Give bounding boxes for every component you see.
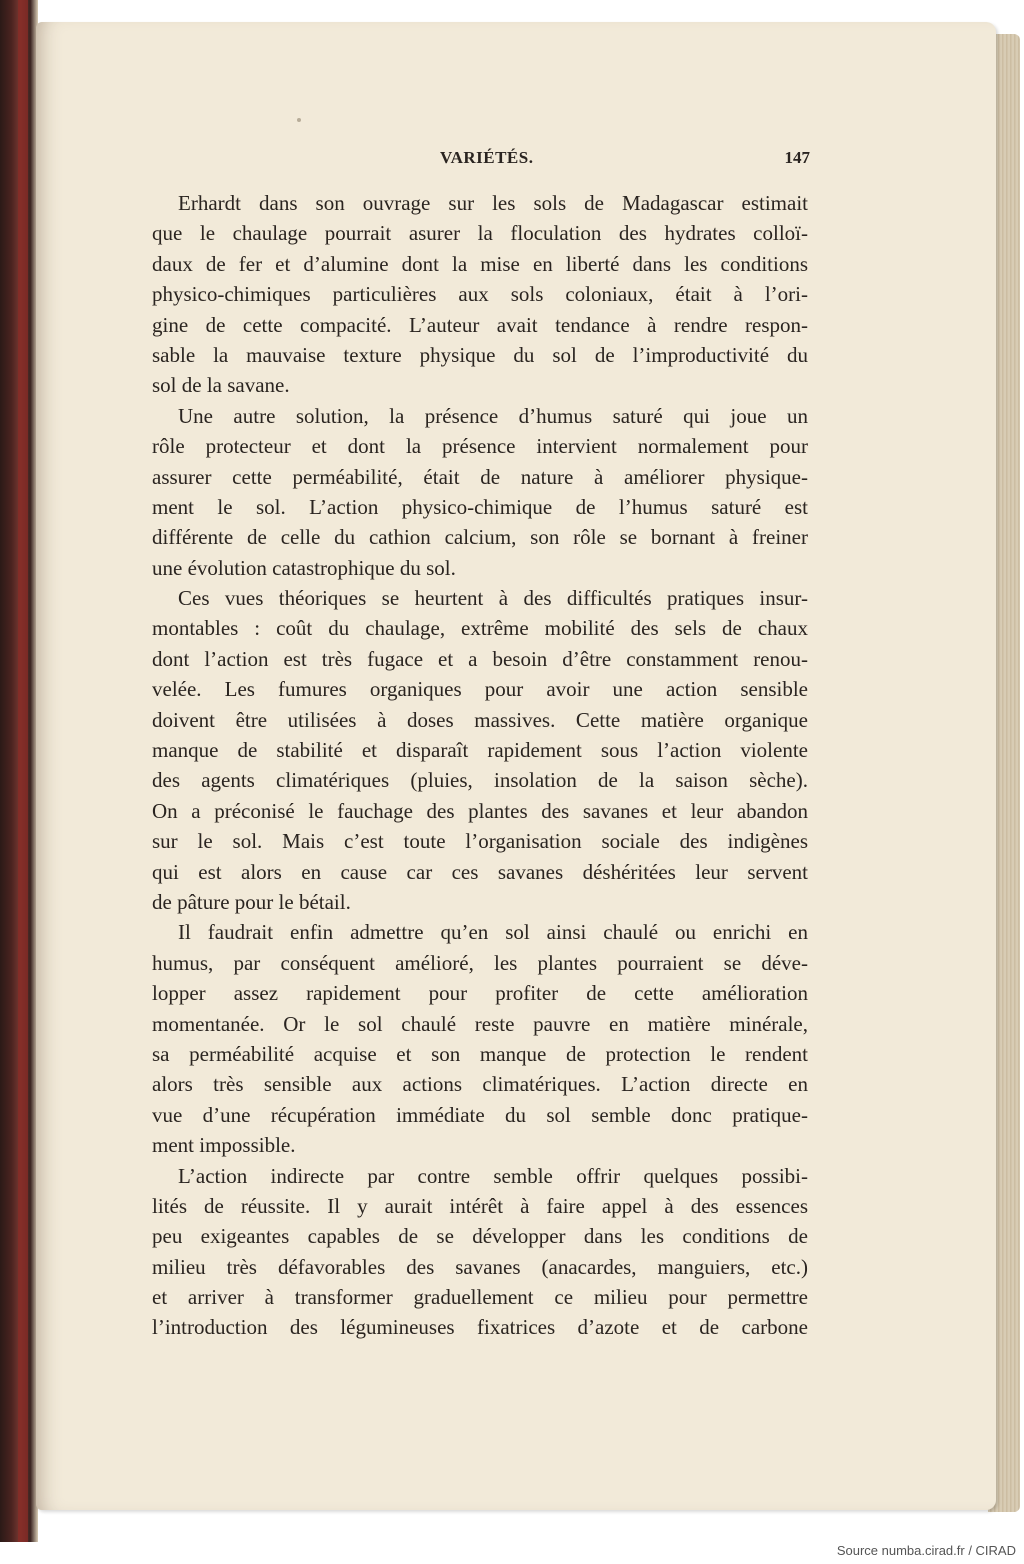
text-line: manque de stabilité et disparaît rapidement sous l’action violente [152,738,808,763]
text-line: rôle protecteur et dont la présence intervient normalement pour [152,434,808,459]
text-line: des agents climatériques (pluies, insolation de la saison sèche). [152,768,808,793]
text-line: momentanée. Or le sol chaulé reste pauvre en matière minérale, [152,1011,808,1036]
text-line: sable la mauvaise texture physique du sol de l’improductivité du [152,342,808,367]
page-number: 147 [784,148,810,167]
text-line: doivent être utilisées à doses massives. Cette matière organique [152,707,808,732]
text-line: Erhardt dans son ouvrage sur les sols de Madagascar estimait [178,191,808,215]
text-line: assurer cette perméabilité, était de nature à améliorer physique- [152,464,808,489]
text-line: sur le sol. Mais c’est toute l’organisation sociale des indigènes [152,829,808,854]
text-line: Une autre solution, la présence d’humus saturé qui joue un [178,403,808,428]
source-credit: Source numba.cirad.fr / CIRAD [836,1543,1016,1558]
text-line: dont l’action est très fugace et a besoin d’être constamment renou- [152,646,808,671]
text-line: alors très sensible aux actions climatériques. L’action directe en [152,1072,808,1097]
text-line: peu exigeantes capables de se développer dans les conditions de [152,1224,808,1249]
text-line: l’introduction des légumineuses fixatrices d’azote et de carbone [152,1315,808,1340]
text-line: lopper assez rapidement pour profiter de cette amélioration [152,981,808,1006]
text-line: de pâture pour le bétail. [152,889,351,914]
page-header [150,148,810,172]
body-text [152,188,808,1343]
text-line: milieu très défavorables des savanes (anacardes, manguiers, etc.) [152,1254,808,1279]
text-line: ment impossible. [152,1133,296,1158]
text-line: daux de fer et d’alumine dont la mise en liberté dans les conditions [152,251,808,276]
running-title: VARIÉTÉS. [440,148,534,167]
text-line: et arriver à transformer graduellement ce milieu pour permettre [152,1285,808,1310]
text-line: différente de celle du cathion calcium, son rôle se bornant à freiner [152,525,808,550]
binding-red-cover [18,0,28,1542]
text-line: ment le sol. L’action physico-chimique de l’humus saturé est [152,494,808,519]
text-line: Il faudrait enfin admettre qu’en sol ainsi chaulé ou enrichi en [178,920,808,945]
paper-speck [297,118,301,122]
text-line: que le chaulage pourrait asurer la floculation des hydrates colloï- [152,221,808,246]
text-line: vue d’une récupération immédiate du sol semble donc pratique- [152,1102,808,1127]
text-line: humus, par conséquent amélioré, les plantes pourraient se déve- [152,950,808,975]
text-line: On a préconisé le fauchage des plantes des savanes et leur abandon [152,798,808,823]
text-line: Ces vues théoriques se heurtent à des difficultés pratiques insur- [178,586,808,611]
text-line: une évolution catastrophique du sol. [152,555,456,580]
text-line: gine de cette compacité. L’auteur avait tendance à rendre respon- [152,312,808,337]
text-line: sa perméabilité acquise et son manque de protection le rendent [152,1041,808,1066]
text-line: sol de la savane. [152,373,290,398]
text-line: qui est alors en cause car ces savanes déshéritées leur servent [152,859,808,884]
text-line: lités de réussite. Il y aurait intérêt à faire appel à des essences [152,1193,808,1218]
text-line: physico-chimiques particulières aux sols coloniaux, était à l’ori- [152,282,808,307]
text-line: montables : coût du chaulage, extrême mobilité des sels de chaux [152,616,808,641]
text-line: L’action indirecte par contre semble offrir quelques possibi- [178,1163,808,1188]
text-line: velée. Les fumures organiques pour avoir une action sensible [152,677,808,702]
